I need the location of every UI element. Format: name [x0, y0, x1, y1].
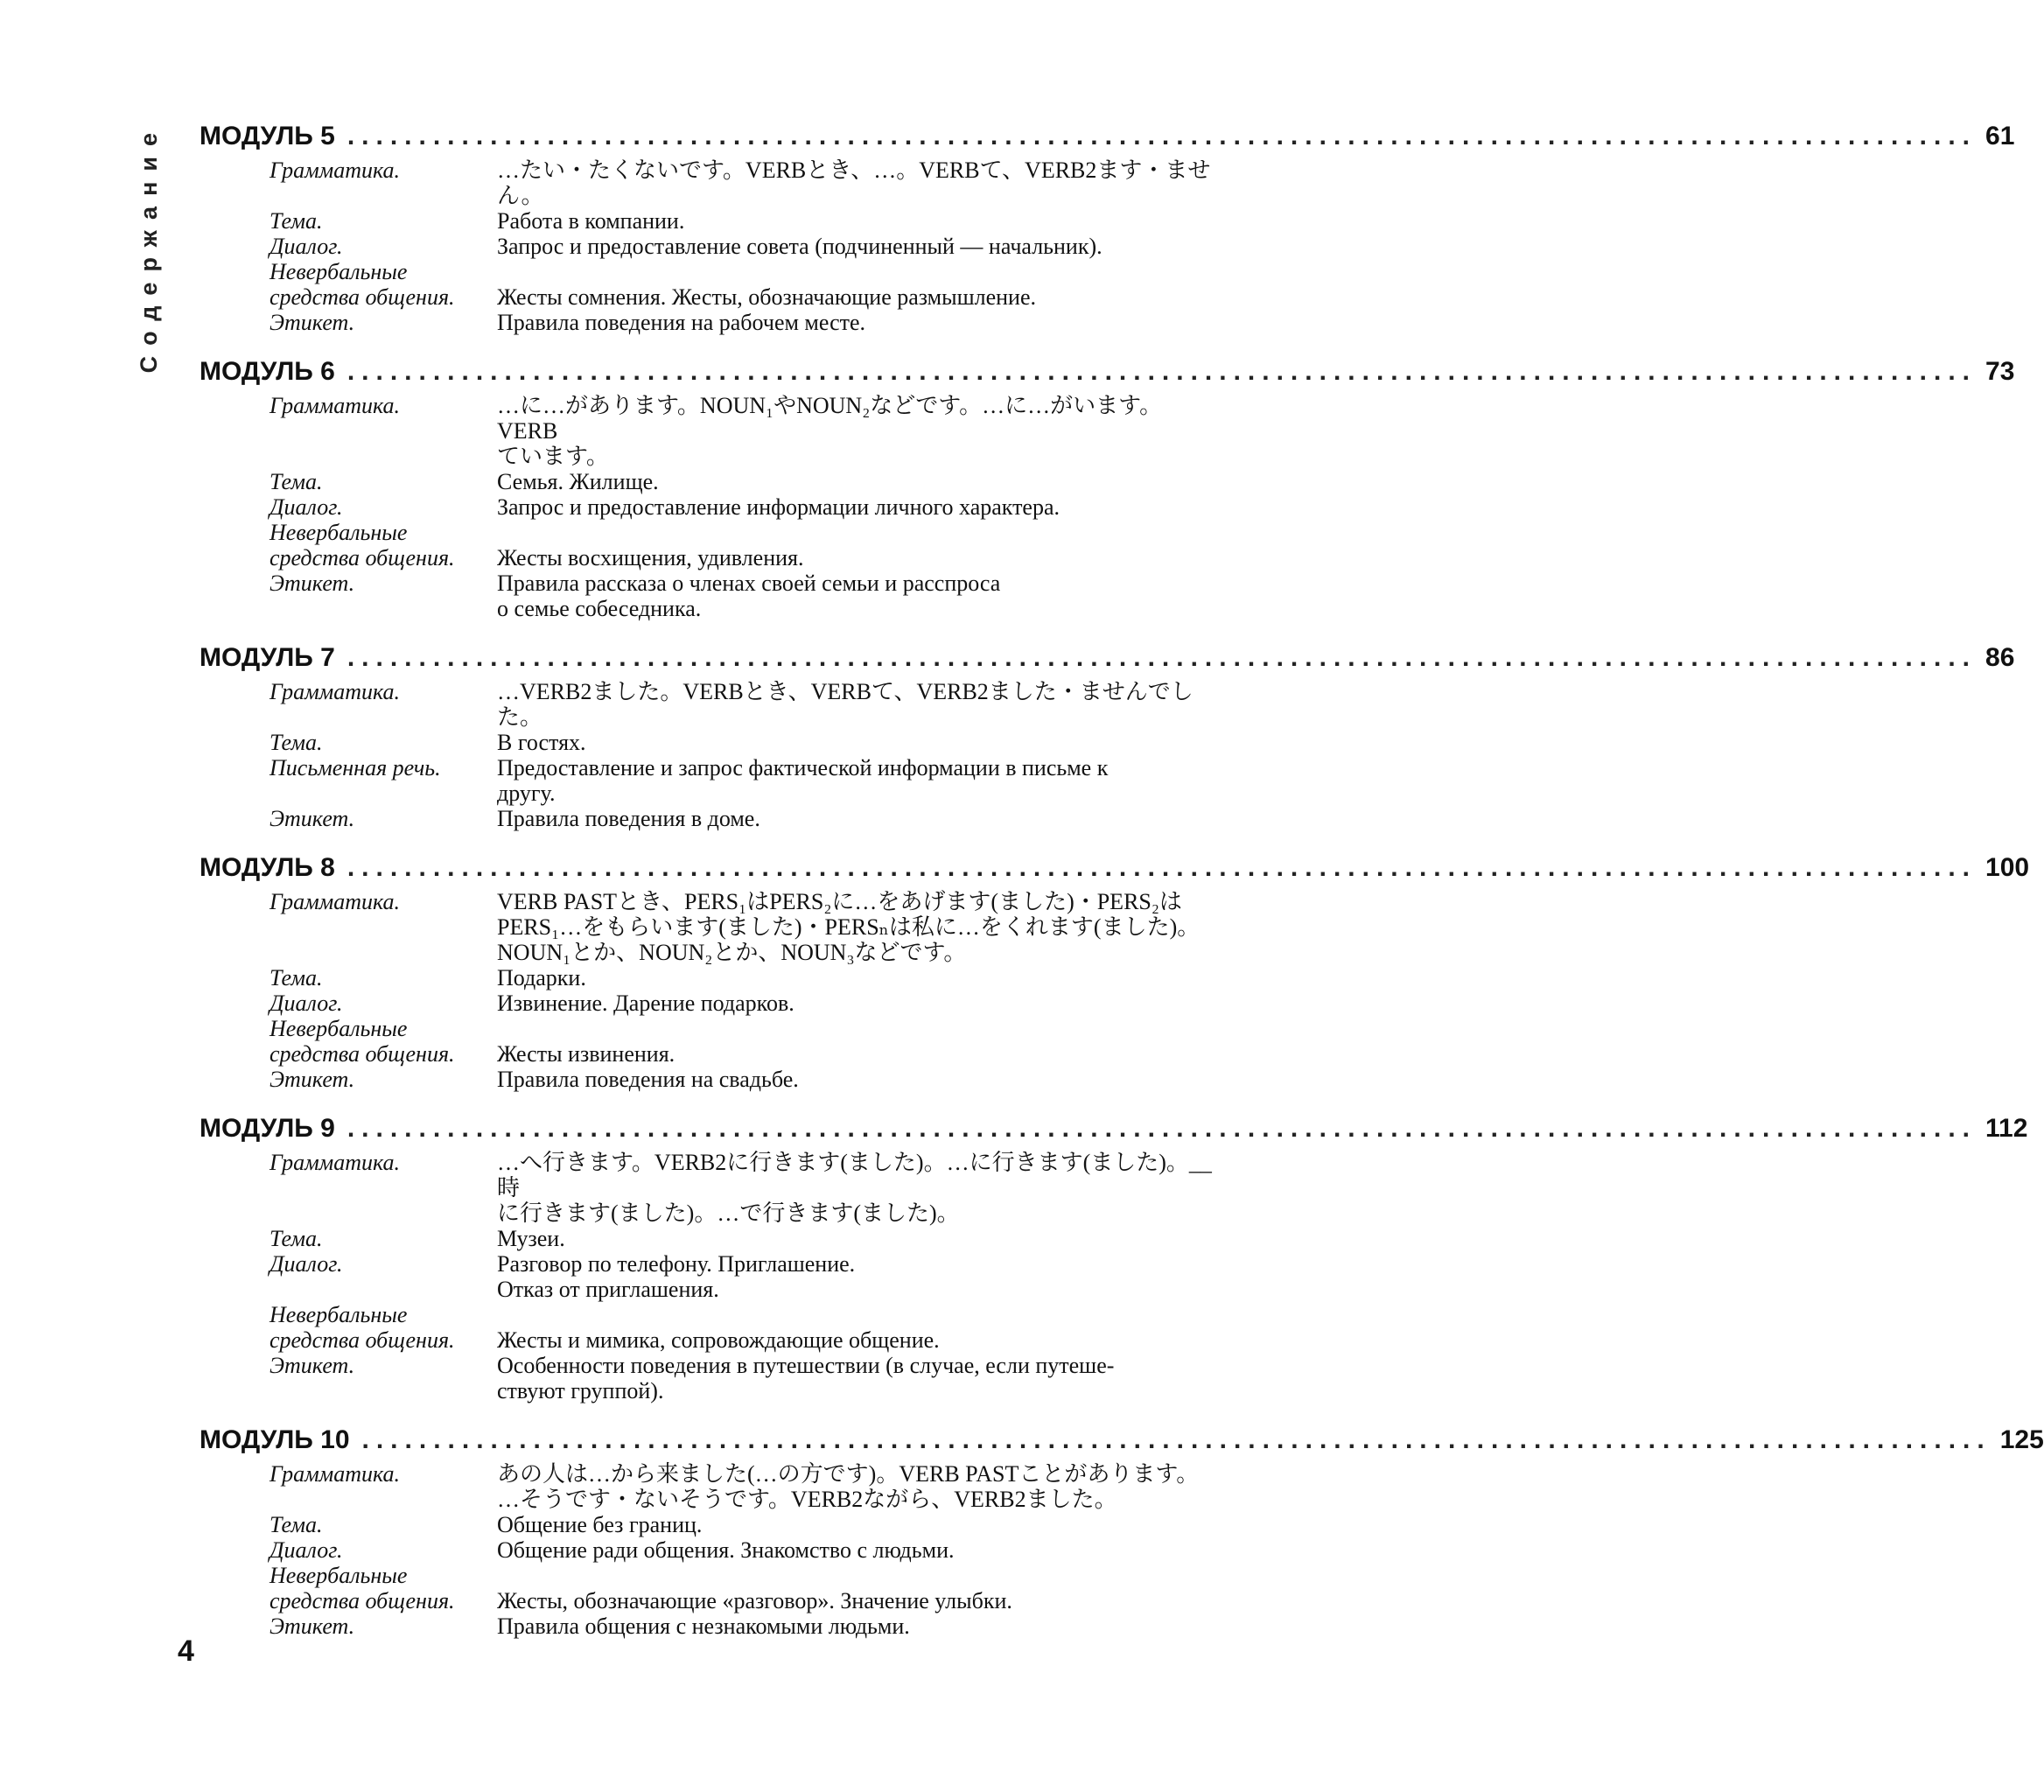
- detail-row: [270, 1563, 1302, 1614]
- detail-text: Жесты и мимика, сопровождающие общение.: [497, 1327, 940, 1353]
- detail-text: Запрос и предоставление совета (подчиненный — начальник).: [497, 234, 1102, 259]
- detail-row: [270, 1251, 1302, 1302]
- detail-text: Музеи.: [497, 1226, 565, 1251]
- module-page-number: 100: [1985, 853, 2030, 882]
- detail-row: [270, 1614, 1302, 1639]
- module-details: [270, 679, 1302, 831]
- detail-row: [270, 1461, 1302, 1512]
- detail-text: Правила поведения на рабочем месте.: [497, 310, 866, 335]
- detail-label: Грамматика.: [270, 393, 401, 418]
- module-details: [270, 393, 1302, 621]
- detail-row: [270, 494, 1302, 520]
- detail-row: [270, 310, 1302, 335]
- detail-label: Этикет.: [270, 310, 355, 335]
- dot-leader: ..................................................................................................................: [346, 643, 1978, 672]
- detail-text: …VERB2ました。VERBとき、VERBて、VERB2ました・ませんでした。: [497, 679, 1194, 730]
- module-details: [270, 889, 1302, 1092]
- dot-leader: ..................................................................................................................: [346, 1114, 1978, 1143]
- detail-label: Этикет.: [270, 1614, 355, 1639]
- module-heading: [200, 1111, 2028, 1146]
- module-title: МОДУЛЬ 10: [200, 1425, 350, 1454]
- page-number: 4: [178, 1634, 194, 1668]
- detail-text: Правила общения с незнакомыми людьми.: [497, 1614, 910, 1639]
- detail-text: Извинение. Дарение подарков.: [497, 990, 794, 1016]
- detail-text: …へ行きます。VERB2に行きます(ました)。…に行きます(ました)。__時 に行きます(ました)。…で行きます(ました)。: [497, 1150, 1212, 1226]
- module-page-number: 125: [1999, 1425, 2044, 1454]
- detail-label: Невербальные средства общения.: [270, 1302, 455, 1353]
- detail-row: [270, 1150, 1302, 1226]
- toc-module: [200, 354, 2015, 621]
- detail-label: Этикет.: [270, 1353, 355, 1378]
- detail-row: [270, 990, 1302, 1016]
- toc-module: [200, 1423, 2044, 1639]
- detail-text: …に…があります。NOUN₁やNOUN₂などです。…に…がいます。VERB ています。: [497, 393, 1163, 469]
- detail-row: [270, 393, 1302, 469]
- detail-label: Тема.: [270, 730, 323, 755]
- detail-text: Подарки.: [497, 965, 586, 990]
- detail-label: Этикет.: [270, 570, 355, 596]
- detail-label: Грамматика.: [270, 889, 401, 914]
- detail-label: Невербальные средства общения.: [270, 520, 455, 570]
- detail-row: [270, 259, 1302, 310]
- detail-label: Грамматика.: [270, 158, 401, 183]
- module-heading: [200, 640, 2015, 676]
- module-details: [270, 1461, 1302, 1639]
- detail-row: [270, 889, 1302, 965]
- detail-text: Жесты восхищения, удивления.: [497, 545, 804, 570]
- module-title: МОДУЛЬ 8: [200, 853, 335, 882]
- detail-row: [270, 1537, 1302, 1563]
- detail-row: [270, 1067, 1302, 1092]
- detail-label: Диалог.: [270, 494, 343, 520]
- module-heading: [200, 850, 2030, 886]
- detail-label: Диалог.: [270, 234, 343, 259]
- detail-text: Запрос и предоставление информации личного характера.: [497, 494, 1060, 520]
- detail-row: [270, 679, 1302, 730]
- detail-label: Тема.: [270, 965, 323, 990]
- module-title: МОДУЛЬ 9: [200, 1114, 335, 1143]
- detail-text: Правила поведения на свадьбе.: [497, 1067, 799, 1092]
- detail-label: Письменная речь.: [270, 755, 441, 780]
- detail-text: Работа в компании.: [497, 208, 685, 234]
- detail-label: Грамматика.: [270, 1461, 401, 1487]
- module-page-number: 61: [1985, 122, 2015, 150]
- module-page-number: 73: [1985, 357, 2015, 386]
- detail-label: Тема.: [270, 469, 323, 494]
- running-head: Содержание: [136, 122, 162, 374]
- toc-module: [200, 119, 2015, 335]
- module-heading: [200, 354, 2015, 389]
- detail-row: [270, 234, 1302, 259]
- detail-text: …たい・たくないです。VERBとき、…。VERBて、VERB2ます・ません。: [497, 158, 1211, 208]
- detail-label: Невербальные средства общения.: [270, 1016, 455, 1067]
- detail-text: Правила рассказа о членах своей семьи и расспроса о семье собеседника.: [497, 570, 1001, 621]
- module-title: МОДУЛЬ 5: [200, 122, 335, 150]
- detail-row: [270, 208, 1302, 234]
- module-heading: [200, 1423, 2044, 1458]
- detail-row: [270, 1226, 1302, 1251]
- toc-module: [200, 640, 2015, 831]
- detail-text: Разговор по телефону. Приглашение. Отказ от приглашения.: [497, 1251, 856, 1302]
- module-details: [270, 1150, 1302, 1404]
- detail-row: [270, 755, 1302, 806]
- detail-label: Тема.: [270, 1226, 323, 1251]
- module-page-number: 112: [1985, 1114, 2028, 1143]
- toc-module: [200, 1111, 2028, 1404]
- detail-text: В гостях.: [497, 730, 586, 755]
- detail-row: [270, 158, 1302, 208]
- dot-leader: ..................................................................................................................: [361, 1425, 1992, 1454]
- detail-row: [270, 965, 1302, 990]
- detail-row: [270, 1016, 1302, 1067]
- detail-text: Семья. Жилище.: [497, 469, 659, 494]
- detail-text: VERB PASTとき、PERS₁はPERS₂に…をあげます(ました)・PERS₂は PERS₁…をもらいます(ました)・PERSₙは私に…をくれます(ました)。 NOUN₁とか、NOUN₂とか、NOUN₃などです。: [497, 889, 1200, 965]
- detail-text: Предоставление и запрос фактической информации в письме к другу.: [497, 755, 1109, 806]
- module-title: МОДУЛЬ 7: [200, 643, 335, 672]
- detail-row: [270, 806, 1302, 831]
- detail-text: Жесты, обозначающие «разговор». Значение улыбки.: [497, 1588, 1012, 1614]
- module-page-number: 86: [1985, 643, 2015, 672]
- detail-label: Грамматика.: [270, 679, 401, 704]
- detail-text: Жесты сомнения. Жесты, обозначающие размышление.: [497, 284, 1037, 310]
- detail-text: Правила поведения в доме.: [497, 806, 760, 831]
- detail-label: Тема.: [270, 1512, 323, 1537]
- module-title: МОДУЛЬ 6: [200, 357, 335, 386]
- detail-row: [270, 730, 1302, 755]
- detail-row: [270, 469, 1302, 494]
- detail-label: Невербальные средства общения.: [270, 259, 455, 310]
- detail-label: Диалог.: [270, 1537, 343, 1563]
- detail-text: Общение без границ.: [497, 1512, 703, 1537]
- dot-leader: ..................................................................................................................: [346, 357, 1978, 386]
- detail-row: [270, 1512, 1302, 1537]
- table-of-contents: [200, 119, 2044, 1658]
- detail-text: Общение ради общения. Знакомство с людьми.: [497, 1537, 955, 1563]
- detail-row: [270, 1302, 1302, 1353]
- detail-label: Этикет.: [270, 806, 355, 831]
- detail-text: Жесты извинения.: [497, 1041, 676, 1067]
- dot-leader: ..................................................................................................................: [346, 122, 1978, 150]
- detail-label: Диалог.: [270, 990, 343, 1016]
- detail-label: Диалог.: [270, 1251, 343, 1277]
- module-heading: [200, 119, 2015, 154]
- detail-row: [270, 1353, 1302, 1404]
- detail-row: [270, 570, 1302, 621]
- module-details: [270, 158, 1302, 335]
- detail-text: Особенности поведения в путешествии (в случае, если путеше- ствуют группой).: [497, 1353, 1115, 1404]
- toc-module: [200, 850, 2030, 1092]
- detail-label: Грамматика.: [270, 1150, 401, 1175]
- detail-label: Тема.: [270, 208, 323, 234]
- detail-row: [270, 520, 1302, 570]
- dot-leader: ..................................................................................................................: [346, 853, 1978, 882]
- detail-label: Невербальные средства общения.: [270, 1563, 455, 1614]
- detail-text: あの人は…から来ました(…の方です)。VERB PASTことがあります。 …そうです・ないそうです。VERB2ながら、VERB2ました。: [497, 1461, 1200, 1512]
- detail-label: Этикет.: [270, 1067, 355, 1092]
